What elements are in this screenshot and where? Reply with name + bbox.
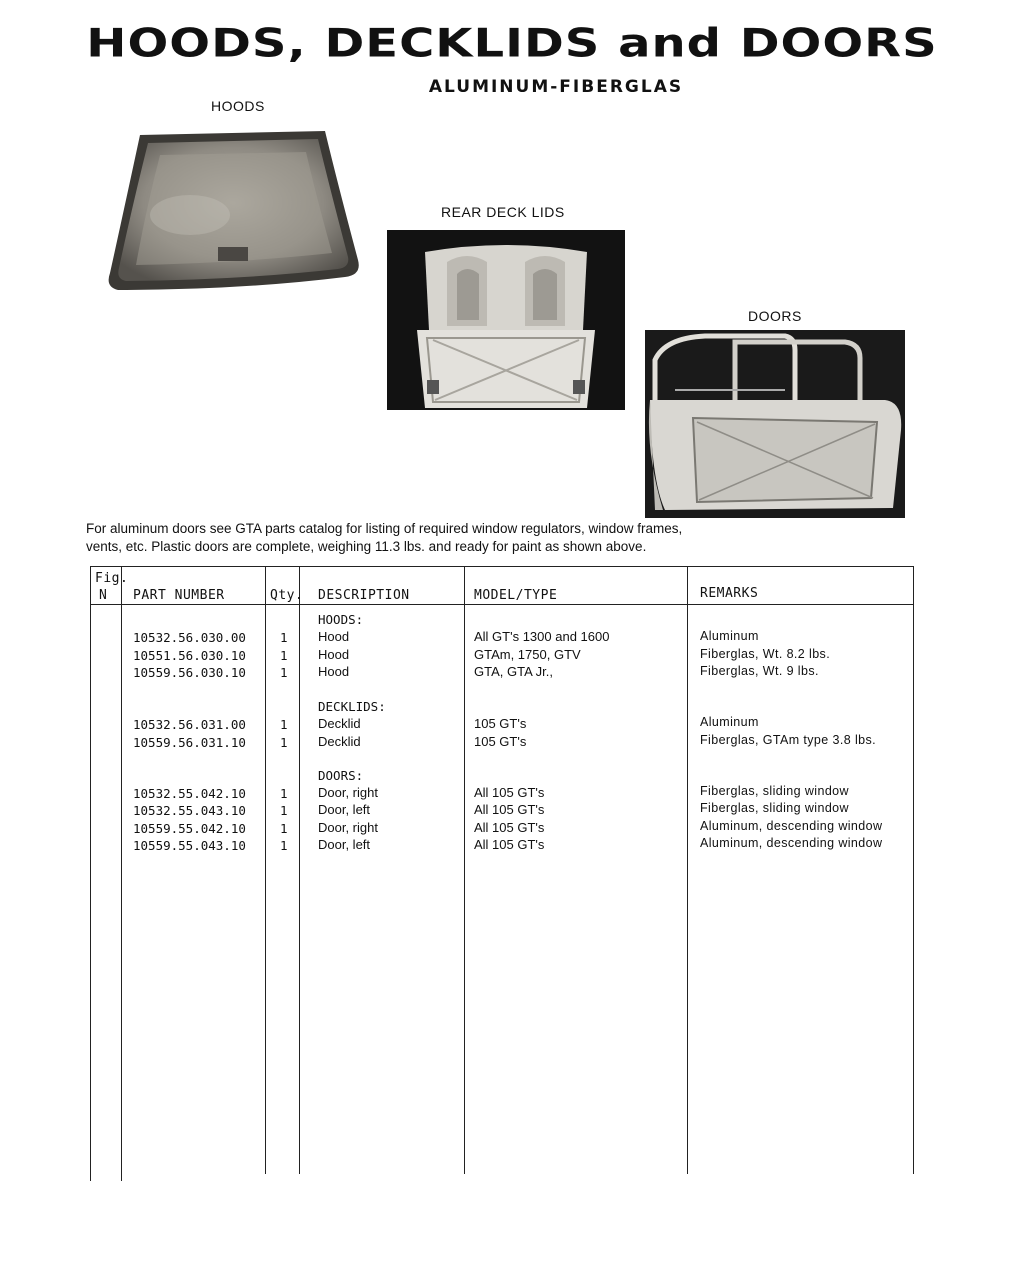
part-number-cell: 10559.56.030.10 xyxy=(133,665,246,680)
model-cell: All 105 GT's xyxy=(474,837,545,852)
header-part-number: PART NUMBER xyxy=(133,588,225,603)
part-number-cell: 10532.55.042.10 xyxy=(133,786,246,801)
remarks-cell: Aluminum, descending window xyxy=(700,836,883,850)
table-col-border xyxy=(299,566,300,1174)
description-cell: Decklid xyxy=(318,734,361,749)
part-number-cell: 10559.56.031.10 xyxy=(133,735,246,750)
part-number-cell: 10532.55.043.10 xyxy=(133,803,246,818)
model-cell: GTAm, 1750, GTV xyxy=(474,647,581,662)
decklid-photo xyxy=(387,230,625,410)
model-cell: All GT's 1300 and 1600 xyxy=(474,629,610,644)
remarks-cell: Aluminum xyxy=(700,629,759,643)
header-fig-n: N xyxy=(99,588,108,603)
hood-photo xyxy=(100,125,370,300)
table-col-border xyxy=(121,566,122,1181)
note-line-2: vents, etc. Plastic doors are complete, weighing 11.3 lbs. and ready for paint as shown above. xyxy=(86,539,647,554)
table-header-border xyxy=(90,604,914,605)
remarks-cell: Fiberglas, Wt. 8.2 lbs. xyxy=(700,647,831,661)
part-number-cell: 10559.55.043.10 xyxy=(133,838,246,853)
section-heading: DECKLIDS: xyxy=(318,699,386,714)
model-cell: All 105 GT's xyxy=(474,785,545,800)
qty-cell: 1 xyxy=(280,630,288,645)
doors-note xyxy=(86,520,786,556)
page-title: HOODS, DECKLIDS and DOORS xyxy=(86,20,938,67)
qty-cell: 1 xyxy=(280,838,288,853)
description-cell: Door, right xyxy=(318,820,378,835)
qty-cell: 1 xyxy=(280,735,288,750)
qty-cell: 1 xyxy=(280,786,288,801)
description-cell: Hood xyxy=(318,664,350,679)
header-fig: Fig. xyxy=(95,571,129,586)
table-col-border xyxy=(464,566,465,1174)
description-cell: Hood xyxy=(318,647,350,662)
part-number-cell: 10532.56.031.00 xyxy=(133,717,246,732)
description-cell: Hood xyxy=(318,629,350,644)
remarks-cell: Aluminum, descending window xyxy=(700,819,883,833)
header-remarks: REMARKS xyxy=(700,586,759,601)
section-heading: HOODS: xyxy=(318,612,364,627)
table-top-border xyxy=(90,566,914,567)
header-model: MODEL/TYPE xyxy=(474,588,558,603)
table-col-border xyxy=(913,566,914,1174)
page-subtitle: ALUMINUM-FIBERGLAS xyxy=(428,77,684,97)
decklids-caption: REAR DECK LIDS xyxy=(441,204,565,220)
remarks-cell: Fiberglas, Wt. 9 lbs. xyxy=(700,664,819,678)
table-col-border xyxy=(265,566,266,1174)
table-col-border xyxy=(90,566,91,1181)
qty-cell: 1 xyxy=(280,665,288,680)
table-col-border xyxy=(687,566,688,1174)
remarks-cell: Fiberglas, sliding window xyxy=(700,801,849,815)
remarks-cell: Fiberglas, GTAm type 3.8 lbs. xyxy=(700,733,877,747)
qty-cell: 1 xyxy=(280,821,288,836)
description-cell: Door, left xyxy=(318,837,371,852)
model-cell: All 105 GT's xyxy=(474,820,545,835)
note-line-1: For aluminum doors see GTA parts catalog for listing of required window regulators, window frames, xyxy=(86,521,683,536)
description-cell: Door, right xyxy=(318,785,378,800)
model-cell: 105 GT's xyxy=(474,716,527,731)
qty-cell: 1 xyxy=(280,648,288,663)
doors-caption: DOORS xyxy=(748,308,802,324)
model-cell: GTA, GTA Jr., xyxy=(474,664,553,679)
part-number-cell: 10551.56.030.10 xyxy=(133,648,246,663)
model-cell: All 105 GT's xyxy=(474,802,545,817)
doors-photo xyxy=(645,330,905,518)
remarks-cell: Fiberglas, sliding window xyxy=(700,784,849,798)
header-description: DESCRIPTION xyxy=(318,588,410,603)
part-number-cell: 10559.55.042.10 xyxy=(133,821,246,836)
model-cell: 105 GT's xyxy=(474,734,527,749)
description-cell: Door, left xyxy=(318,802,371,817)
qty-cell: 1 xyxy=(280,803,288,818)
remarks-cell: Aluminum xyxy=(700,715,759,729)
part-number-cell: 10532.56.030.00 xyxy=(133,630,246,645)
qty-cell: 1 xyxy=(280,717,288,732)
parts-table xyxy=(90,566,914,1181)
section-heading: DOORS: xyxy=(318,768,364,783)
description-cell: Decklid xyxy=(318,716,361,731)
header-qty: Qty. xyxy=(270,588,304,603)
hoods-caption: HOODS xyxy=(211,98,265,114)
